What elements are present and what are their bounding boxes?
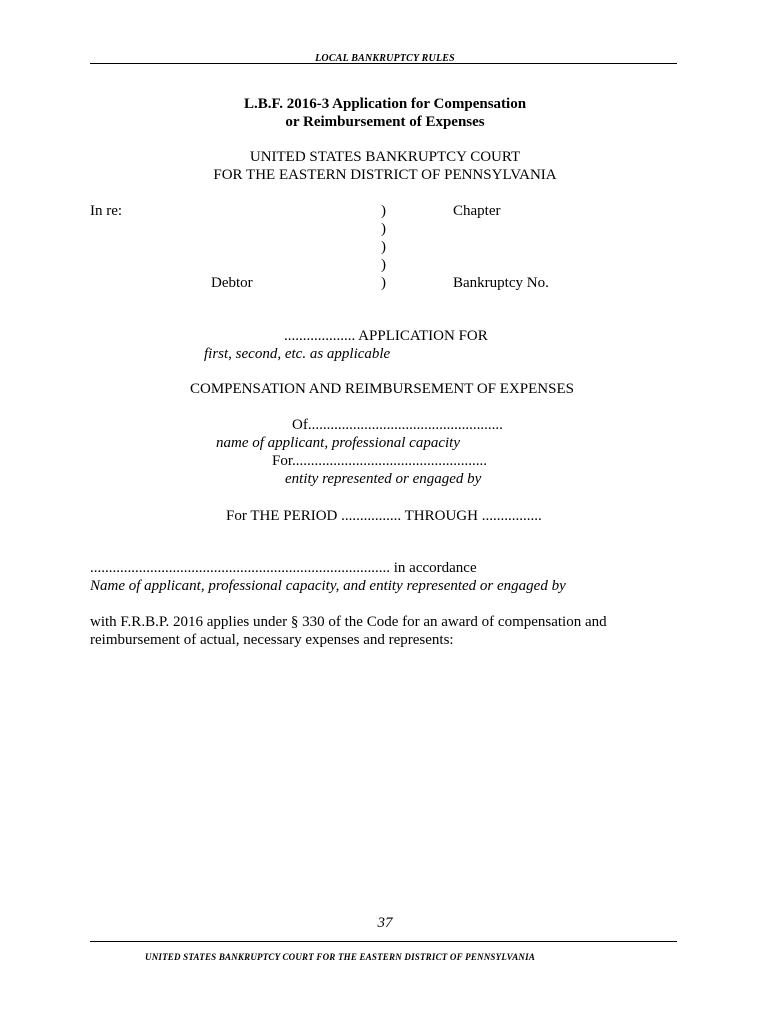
form-title-line2: or Reimbursement of Expenses: [285, 114, 485, 130]
caption-paren: ): [381, 257, 386, 273]
of-line: Of....................................................: [292, 417, 503, 433]
chapter-label: Chapter: [453, 203, 501, 219]
caption-paren: ): [381, 239, 386, 255]
application-subject: COMPENSATION AND REIMBURSEMENT OF EXPENSES: [190, 381, 574, 397]
form-title-line1: L.B.F. 2016-3 Application for Compensation: [243, 96, 527, 112]
running-header: LOCAL BANKRUPTCY RULES: [315, 53, 455, 64]
body-paragraph-line1: with F.R.B.P. 2016 applies under § 330 of the Code for an award of compensation and: [90, 614, 607, 630]
accordance-line: ................................................................................ in accordance: [90, 560, 477, 576]
for-hint: entity represented or engaged by: [285, 471, 482, 487]
court-name-line2: FOR THE EASTERN DISTRICT OF PENNSYLVANIA: [213, 167, 557, 183]
accordance-hint: Name of applicant, professional capacity, and entity represented or engaged by: [90, 578, 566, 594]
for-line: For....................................................: [272, 453, 488, 469]
application-ordinal-hint: first, second, etc. as applicable: [204, 346, 391, 362]
period-line: For THE PERIOD ................ THROUGH ................: [226, 508, 542, 524]
application-ordinal-line: ................... APPLICATION FOR: [284, 328, 488, 344]
body-paragraph-line2: reimbursement of actual, necessary expenses and represents:: [90, 632, 454, 648]
of-hint: name of applicant, professional capacity: [216, 435, 460, 451]
header-rule: [90, 63, 677, 64]
footer-court-name: UNITED STATES BANKRUPTCY COURT FOR THE EASTERN DISTRICT OF PENNSYLVANIA: [145, 952, 536, 962]
footer-rule: [90, 941, 677, 942]
court-name-line1: UNITED STATES BANKRUPTCY COURT: [249, 149, 521, 165]
in-re-label: In re:: [90, 203, 123, 219]
caption-paren: ): [381, 221, 386, 237]
page-number: 37: [377, 915, 393, 931]
bankruptcy-no-label: Bankruptcy No.: [453, 275, 549, 291]
caption-paren: ): [381, 275, 386, 291]
debtor-label: Debtor: [211, 275, 253, 291]
caption-paren: ): [381, 203, 386, 219]
